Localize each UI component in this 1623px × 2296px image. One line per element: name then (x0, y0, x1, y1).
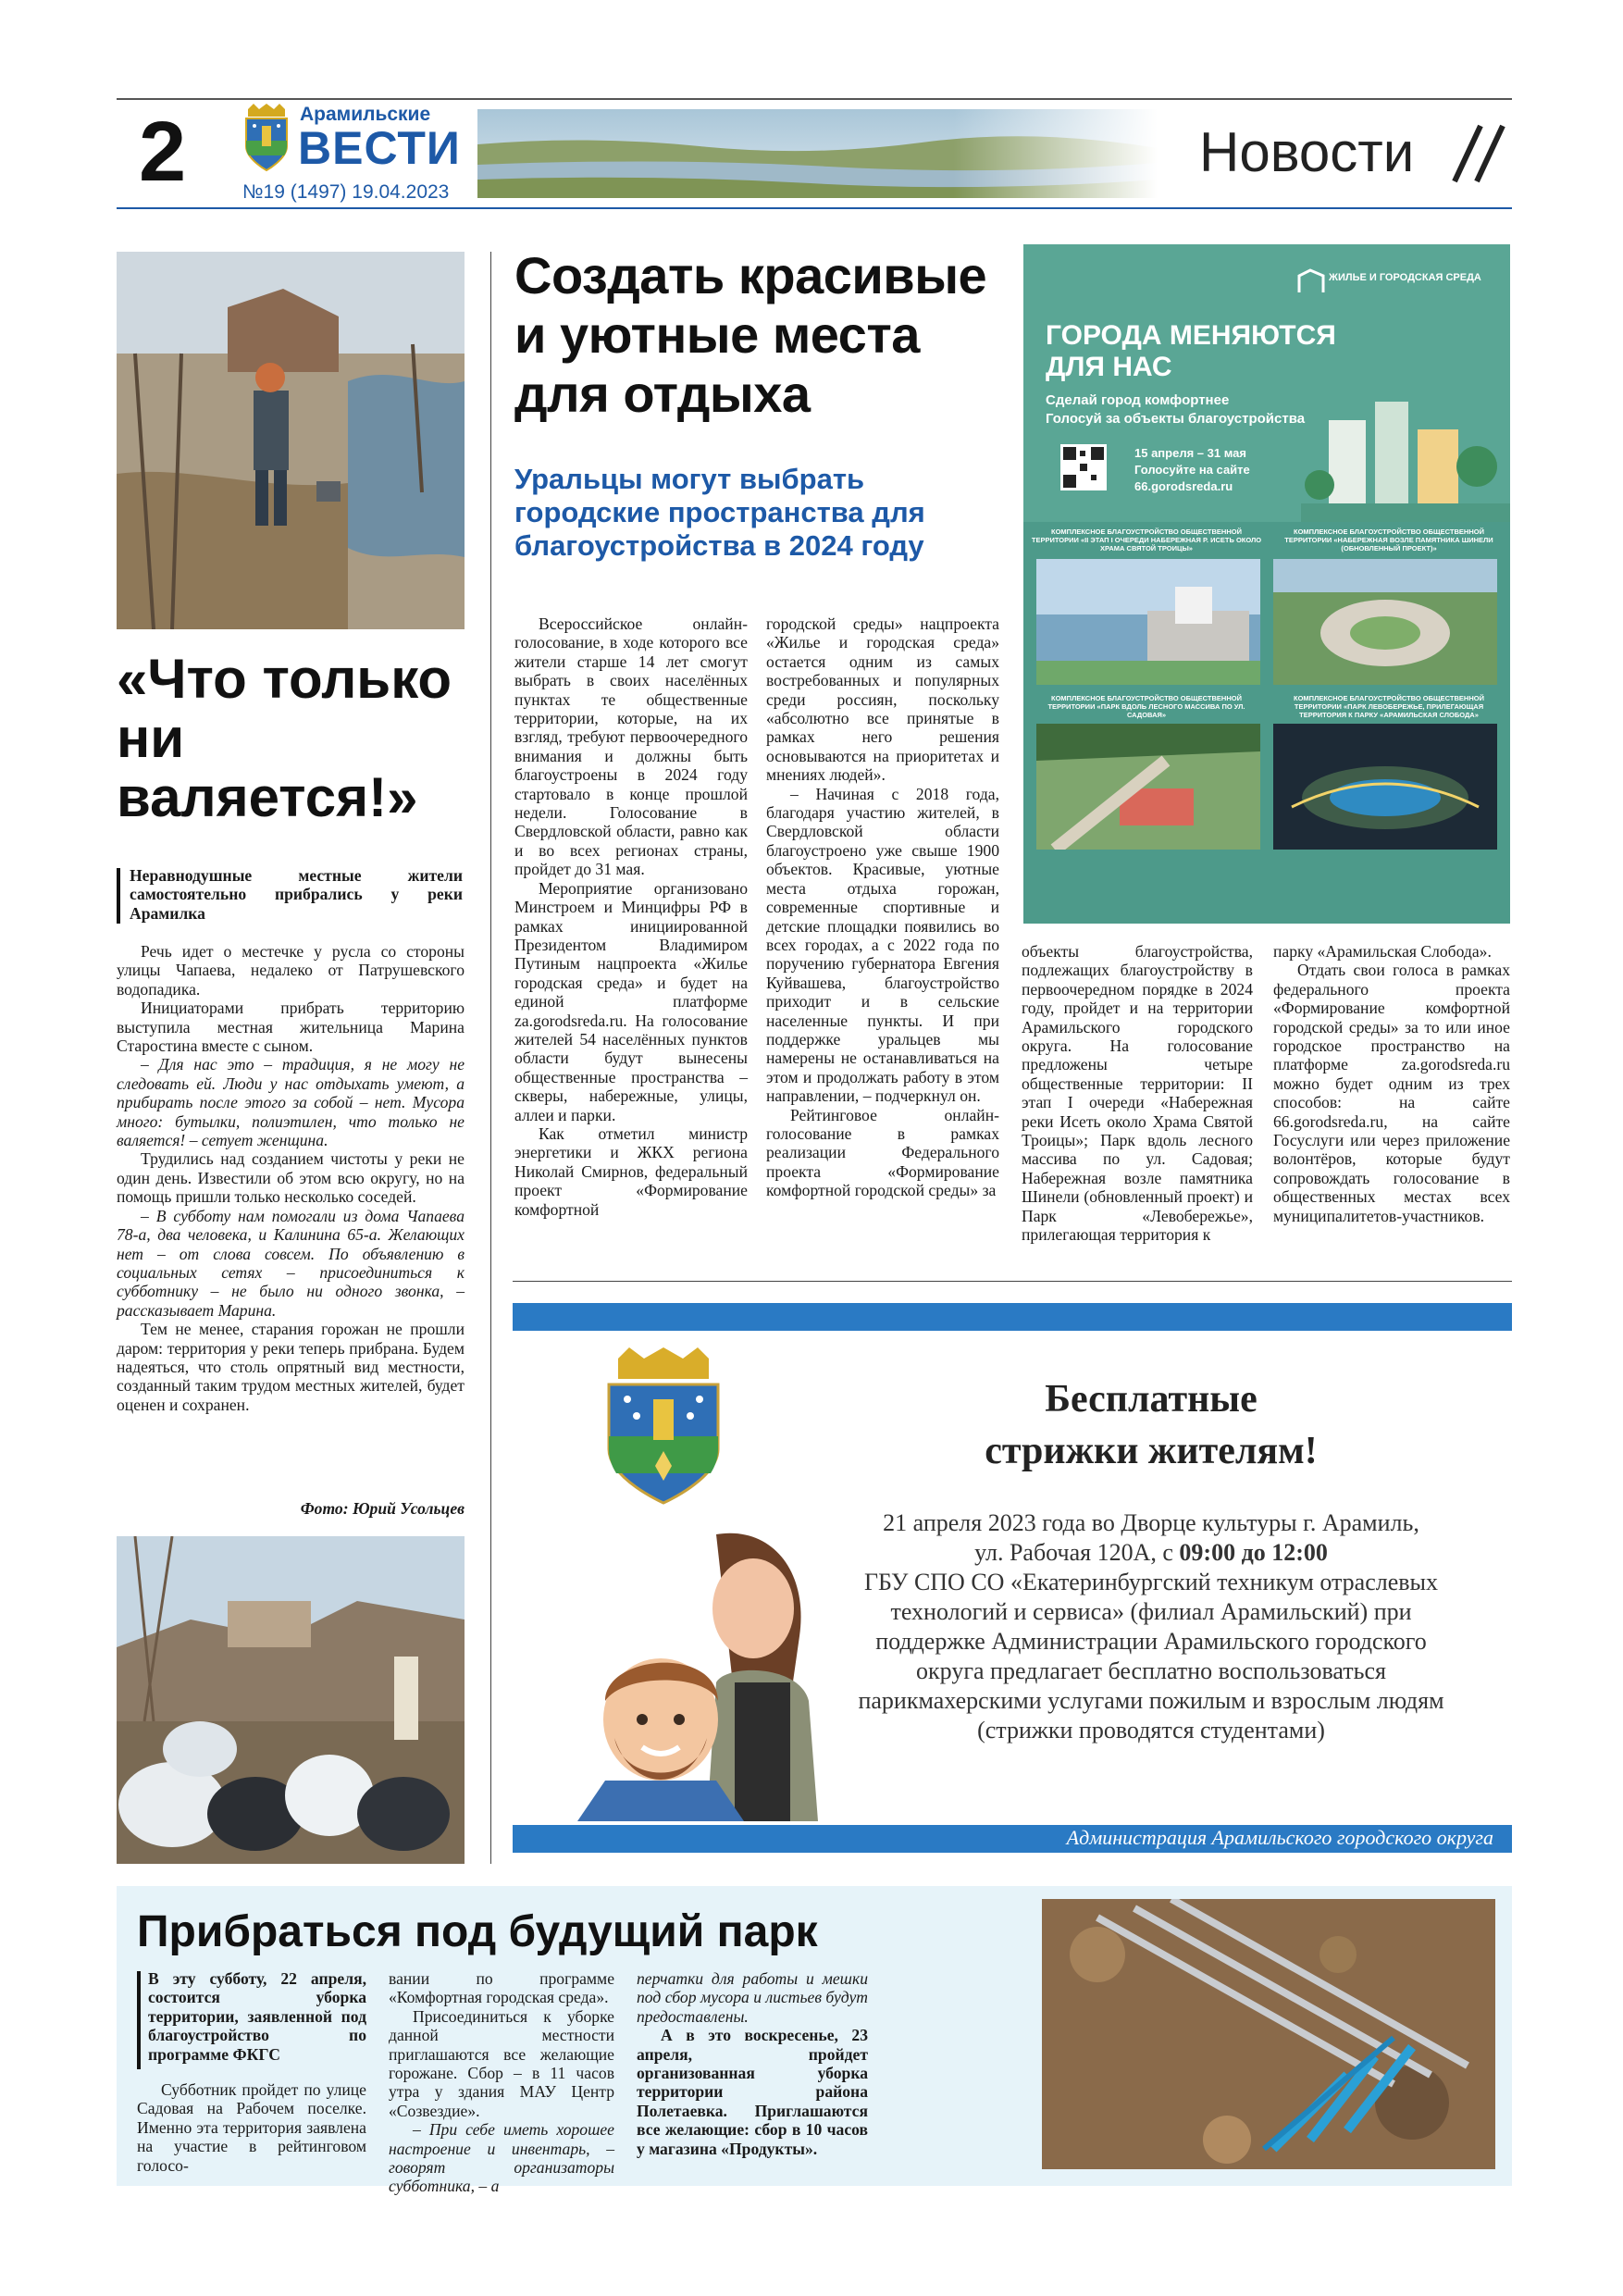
ad-title-1: Бесплатные (1045, 1378, 1258, 1421)
poster-dates: 15 апреля – 31 мая (1134, 446, 1246, 460)
paragraph: – В субботу нам помогали из дома Чапаева 78-а, два человека, и Калинина 65-а. Желающих нет – от слова совсем. По объявлению в социальных сетях – присоединиться к субботнику – не было ни одного звонка, – рассказывает Марина. (117, 1206, 465, 1320)
main-col-1 (514, 614, 748, 1219)
ad-line-2 (790, 1538, 1512, 1568)
header-rule-top (117, 98, 1512, 100)
poster-render-2 (1273, 559, 1497, 685)
river-cleanup-photo (117, 252, 465, 629)
paragraph: Инициаторами прибрать территорию выступила местная жительница Марина Старостина вместе с сыном. (117, 999, 465, 1056)
ad-coat-of-arms (603, 1347, 724, 1505)
garbage-bags-photo (117, 1536, 465, 1864)
bottom-headline: Прибраться под будущий парк (137, 1907, 818, 1956)
issue-info: №19 (1497) 19.04.2023 (242, 181, 450, 203)
rake-photo (1042, 1899, 1495, 2169)
section-mark-icon (1449, 124, 1510, 183)
ad-title-2: стрижки жителям! (985, 1430, 1318, 1472)
paragraph: Присоединиться к уборке данной местности приглашаются все желающие горожане. Сбор – в 11 часов утра у здания МАУ Центр «Созвездие». (389, 2006, 614, 2120)
landscape-image (477, 109, 1158, 198)
poster-site: 66.gorodsreda.ru (1134, 479, 1233, 493)
paragraph: Мероприятие организовано Минстроем и Минцифры РФ в рамках инициированной Президентом Владимиром Путиным нацпроекта «Жилье городская среда» и будет на единой платформе za.gorodsreda.ru. На голосование жителей 54 населённых пунктов области будут вынесены общественные пространства – скверы, набережные, улицы, аллеи и парки. (514, 878, 748, 1124)
poster-logo-icon (1297, 268, 1325, 294)
poster (1023, 244, 1510, 924)
paragraph: Субботник пройдет по улице Садовая на Рабочем поселке. Именно эта территория заявлена на участие в рейтинговом голосо- (137, 2080, 366, 2175)
page-number: 2 (139, 105, 187, 199)
poster-cap2: КОМПЛЕКСНОЕ БЛАГОУСТРОЙСТВО ОБЩЕСТВЕННОЙ ТЕРРИТОРИИ «НАБЕРЕЖНАЯ ВОЗЛЕ ПАМЯТНИКА ШИНЕЛИ (ОБНОВЛЕННЫЙ ПРОЕКТ)» (1284, 527, 1493, 552)
bottom-col-3 (637, 1969, 868, 2158)
poster-render-1 (1036, 559, 1260, 685)
paragraph: Отдать свои голоса в рамках федерального проекта «Формирование комфортной городской среды» за то или иное городское пространство на платформе za.gorodsreda.ru можно будет одним из трех способов: на сайте 66.gorodsreda.ru, на сайте Госуслуги или через приложение волонтёров, которые будут сопровождать голосование в общественных местах всех муниципалитетов-участников. (1273, 961, 1510, 1225)
ad-line-7: парикмахерскими услугами пожилым и взрослым людям (858, 1687, 1444, 1714)
main-col-4 (1273, 942, 1510, 1225)
haircut-ad (513, 1303, 1512, 1858)
section-title: Новости (1199, 121, 1415, 183)
column-divider (490, 252, 491, 1864)
poster-cap1: КОМПЛЕКСНОЕ БЛАГОУСТРОЙСТВО ОБЩЕСТВЕННОЙ ТЕРРИТОРИИ «II ЭТАП I ОЧЕРЕДИ НАБЕРЕЖНАЯ Р. ИСЕТЬ ОКОЛО ХРАМА СВЯТОЙ ТРОИЦЫ» (1031, 527, 1262, 552)
main-headline: Создать красивые и уютные места для отдыха (514, 246, 987, 423)
left-lead-bar (117, 868, 120, 924)
poster-cap3: КОМПЛЕКСНОЕ БЛАГОУСТРОЙСТВО ОБЩЕСТВЕННОЙ ТЕРРИТОРИИ «ПАРК ВДОЛЬ ЛЕСНОГО МАССИВА ПО УЛ. САДОВАЯ» (1047, 694, 1245, 719)
ad-footer: Администрация Арамильского городского округа (1066, 1826, 1493, 1849)
poster-render-3 (1036, 724, 1260, 850)
paragraph: Речь идет о местечке у русла со стороны улицы Чапаева, недалеко от Патрушевского водопадика. (117, 942, 465, 999)
header-banner-photo (477, 109, 1158, 198)
ad-line-1: 21 апреля 2023 года во Дворце культуры г. Арамиль, (883, 1509, 1419, 1536)
ad-rule-top (513, 1281, 1512, 1282)
ad-line-4: технологий и сервиса» (филиал Арамильский) при (890, 1598, 1412, 1625)
poster-cap4: КОМПЛЕКСНОЕ БЛАГОУСТРОЙСТВО ОБЩЕСТВЕННОЙ ТЕРРИТОРИИ «ПАРК ЛЕВОБЕРЕЖЬЕ, ПРИЛЕГАЮЩАЯ ТЕРРИТОРИЯ К ПАРКУ «АРАМИЛЬСКАЯ СЛОБОДА» (1294, 694, 1484, 719)
paragraph: Как отметил министр энергетики и ЖКХ региона Николай Смирнов, федеральный проект «Формирование комфортной (514, 1123, 748, 1219)
aramil-coat-of-arms-icon (603, 1347, 724, 1505)
ad-top-band (513, 1303, 1512, 1331)
qr-code-icon (1060, 444, 1107, 490)
ad-line-5: поддержке Администрации Арамильского городского (875, 1628, 1427, 1655)
paragraph: перчатки для работы и мешки под сбор мусора и листьев будут предоставлены. (637, 1969, 868, 2026)
main-subheadline: Уральцы могут выбрать городские пространства для благоустройства в 2024 году (514, 463, 925, 562)
poster-sub1: Сделай город комфортнее (1046, 392, 1230, 408)
paragraph: – Для нас это – традиция, я не могу не следовать ей. Люди у нас отдыхать умеют, а прибирать после этого за собой – нет. Мусора много: бутылки, полиэтилен, что только не валяется! – сетует женщина. (117, 1055, 465, 1150)
left-article-body (117, 942, 465, 1414)
ad-line-6: округа предлагает бесплатно воспользоваться (916, 1657, 1386, 1684)
poster-logo: ЖИЛЬЕ И ГОРОДСКАЯ СРЕДА (1329, 272, 1481, 283)
bottom-article (117, 1886, 1512, 2196)
main-col-3 (1022, 942, 1253, 1245)
poster-illustration (1301, 383, 1510, 522)
ad-line-2-time: 09:00 до 12:00 (1179, 1539, 1328, 1566)
poster-render-4 (1273, 724, 1497, 850)
paragraph: Рейтинговое онлайн-голосование в рамках реализации Федерального проекта «Формирование комфортной городской среды» за (766, 1105, 999, 1200)
poster-sub2: Голосуй за объекты благоустройства (1046, 411, 1306, 427)
paragraph: городской среды» нацпроекта «Жилье и городская среда» остается одним из самых востребованных и популярных среди россиян, поскольку «абсолютно все принятые в рамках него решения основываются на приоритетах и мнениях людей». (766, 614, 999, 785)
paragraph: Всероссийское онлайн-голосование, в ходе которого все жители старше 14 лет смогут выбрать в своих населённых пунктах те общественные территории, которые, на их взгляд, требуют первоочередного внимания и должны быть благоустроены в 2024 году стартовало в конце прошлой недели. Голосование в Свердловской области, равно как и во всех регионах страны, пройдет до 31 мая. (514, 614, 748, 879)
masthead-title: ВЕСТИ (298, 122, 461, 174)
paragraph: Трудились над созданием чистоты у реки не один день. Известили об этом всю округу, но на помощь пришли только несколько соседей. (117, 1149, 465, 1207)
ad-line-8: (стрижки проводятся студентами) (977, 1717, 1325, 1744)
ad-line-2-address: ул. Рабочая 120А, с (974, 1539, 1180, 1566)
photo-credit: Фото: Юрий Усольцев (300, 1499, 465, 1518)
left-headline: «Что только ни валяется!» (117, 648, 452, 828)
masthead-logo (242, 104, 291, 172)
ad-line-3: ГБУ СПО СО «Екатеринбургский техникум отраслевых (863, 1569, 1439, 1595)
paragraph: вании по программе «Комфортная городская среда». (389, 1969, 614, 2007)
ad-body (790, 1508, 1512, 1745)
poster-title: ГОРОДА МЕНЯЮТСЯ ДЛЯ НАС (1046, 320, 1336, 382)
paragraph: А в это воскресенье, 23 апреля, пройдет организованная уборка территории района Полетаевка. Приглашаются все желающие: сбор в 10 часов у магазина «Продукты». (637, 2026, 868, 2158)
paragraph: – При себе иметь хорошее настроение и инвентарь, – говорят организаторы субботника, – а (389, 2120, 614, 2196)
bottom-lead-bar (137, 1971, 141, 2069)
poster-vote: Голосуйте на сайте (1134, 463, 1250, 477)
coat-of-arms-icon (242, 104, 291, 172)
masthead-small: Арамильские (300, 104, 431, 125)
paragraph: парку «Арамильская Слобода». (1273, 942, 1492, 961)
main-col-2 (766, 614, 999, 1200)
left-lead: Неравнодушные местные жители самостоятельно прибрались у реки Арамилка (130, 866, 463, 923)
paragraph: Тем не менее, старания горожан не прошли даром: территория у реки теперь прибрана. Будем надеяться, что столь опрятный вид местности, созданный таким трудом местных жителей, будет оценен и сохранен. (117, 1320, 465, 1414)
bottom-col-1 (137, 2080, 366, 2175)
paragraph: объекты благоустройства, подлежащих благоустройству в первоочередном порядке в 2024 году, пройдет и на территории Арамильского городского округа. На голосование предложены четыре общественные территории: II этап I очереди «Набережная реки Исеть около Храма Святой Троицы»; Парк вдоль лесного массива по ул. Садовая; Набережная возле памятника Шинели (обновленный проект) и Парк «Левобережье», прилегающая территория к (1022, 942, 1253, 1245)
section-mark-text (0, 0, 1, 1)
header-rule-bottom (117, 207, 1512, 209)
bottom-lead: В эту субботу, 22 апреля, состоится уборка территории, заявленной под благоустройство по программе ФКГС (148, 1969, 366, 2064)
paragraph: – Начиная с 2018 года, благодаря участию жителей, в Свердловской области благоустроено уже свыше 1900 объектов. Красивые, уютные места отдыха горожан, современные спортивные и детские площадки появились во всех городах, а с 2022 года по поручению губернатора Евгения Куйвашева, благоустройство приходит и в сельские населенные пункты. И при поддержке уральцев мы намерены не останавливаться на этом и продолжать работу в этом направлении, – подчеркнул он. (766, 784, 999, 1106)
bottom-col-2 (389, 1969, 614, 2196)
